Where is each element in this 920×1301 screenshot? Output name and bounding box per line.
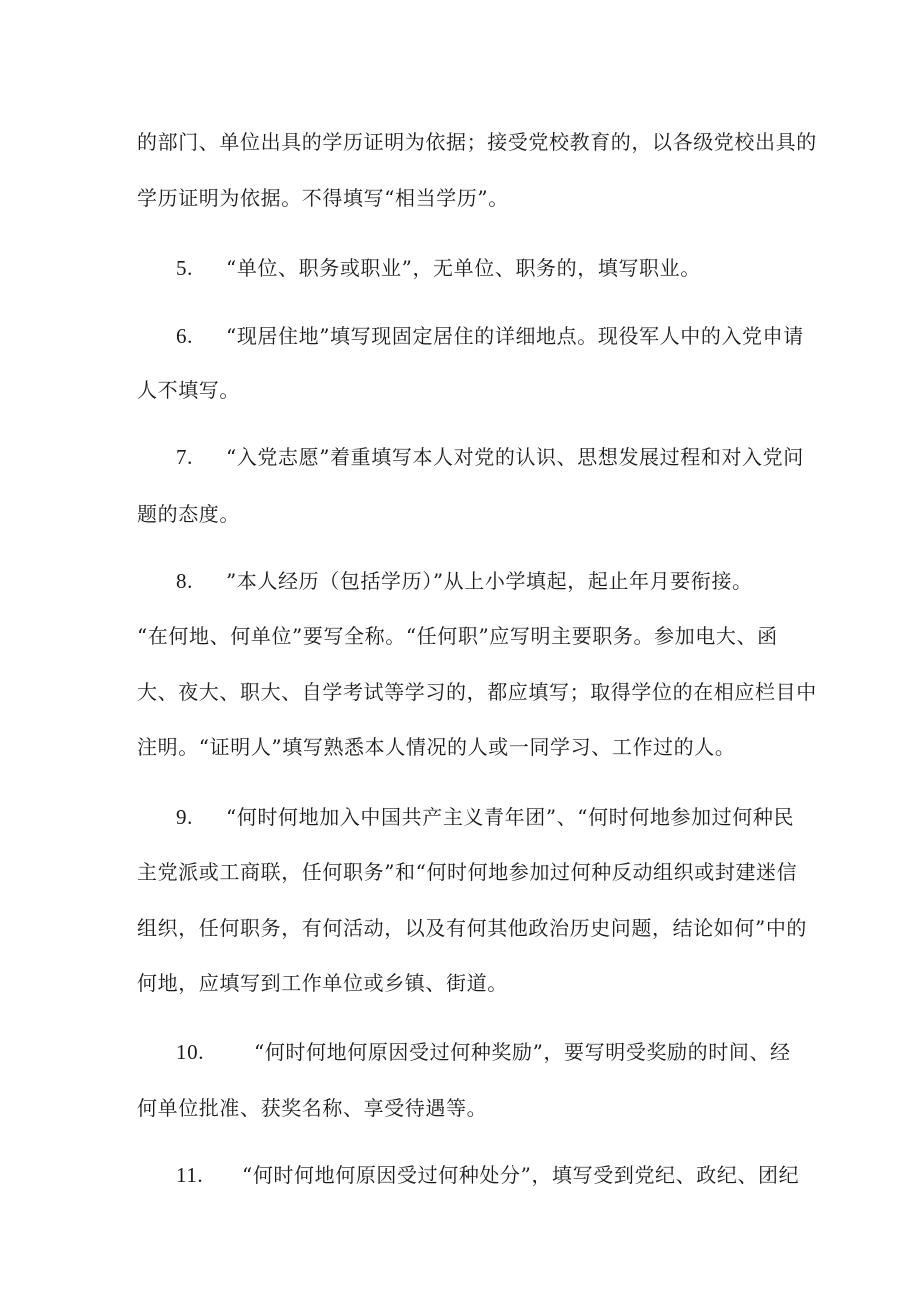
- item-number: 8.: [176, 569, 193, 593]
- item-number: 11.: [176, 1163, 204, 1187]
- item-number: 9.: [176, 805, 193, 829]
- item-number: 10.: [176, 1040, 205, 1064]
- line-text: “单位、职务或职业”，无单位、职务的，填写职业。: [226, 256, 701, 280]
- line-text: “何时何地何原因受过何种处分”，填写受到党纪、政纪、团纪: [242, 1163, 800, 1187]
- item-7-line: [176, 443, 836, 471]
- item-11-line: [176, 1161, 836, 1189]
- line-text: 何地，应填写到工作单位或乡镇、街道。: [137, 971, 508, 995]
- line-text: 大、夜大、职大、自学考试等学习的，都应填写；取得学位的在相应栏目中: [137, 680, 817, 704]
- line-text: “现居住地”填写现固定居住的详细地点。现役军人中的入党申请: [226, 324, 804, 348]
- line-text: “入党志愿”着重填写本人对党的认识、思想发展过程和对入党问: [226, 445, 804, 469]
- line-text: 题的态度。: [137, 502, 240, 526]
- text-line: [137, 858, 797, 886]
- item-8-line: [176, 567, 836, 595]
- line-text: 学历证明为依据。不得填写“相当学历”。: [137, 186, 509, 210]
- text-line: [137, 733, 797, 761]
- line-text: 的部门、单位出具的学历证明为依据；接受党校教育的，以各级党校出具的: [137, 130, 817, 154]
- text-line: [137, 376, 797, 404]
- line-text: 组织，任何职务，有何活动，以及有何其他政治历史问题，结论如何”中的: [137, 916, 808, 940]
- line-text: 主党派或工商联，任何职务”和“何时何地参加过何种反动组织或封建迷信: [137, 860, 798, 884]
- item-number: 7.: [176, 445, 193, 469]
- item-6-line: [176, 322, 836, 350]
- line-text: 人不填写。: [137, 378, 240, 402]
- item-number: 5.: [176, 256, 193, 280]
- text-line: [137, 184, 797, 212]
- text-line: [137, 1094, 797, 1122]
- line-text: “何时何地何原因受过何种奖励”，要写明受奖励的时间、经: [254, 1040, 791, 1064]
- line-text: 注明。“证明人”填写熟悉本人情况的人或一同学习、工作过的人。: [137, 735, 736, 759]
- line-text: 何单位批准、获奖名称、享受待遇等。: [137, 1096, 488, 1120]
- text-line: [137, 500, 797, 528]
- line-text: ”本人经历（包括学历）”从上小学填起，起止年月要衔接。: [226, 569, 753, 593]
- item-9-line: [176, 803, 836, 831]
- line-text: “何时何地加入中国共产主义青年团”、“何时何地参加过何种民: [226, 805, 795, 829]
- item-number: 6.: [176, 324, 193, 348]
- text-line: [137, 678, 817, 706]
- line-text: “在何地、何单位”要写全称。“任何职”应写明主要职务。参加电大、函: [137, 624, 778, 648]
- item-5-line: [176, 254, 836, 282]
- item-10-line: [176, 1038, 836, 1066]
- text-line: [137, 622, 797, 650]
- text-line: [137, 128, 817, 156]
- text-line: [137, 914, 808, 942]
- text-line: [137, 969, 797, 997]
